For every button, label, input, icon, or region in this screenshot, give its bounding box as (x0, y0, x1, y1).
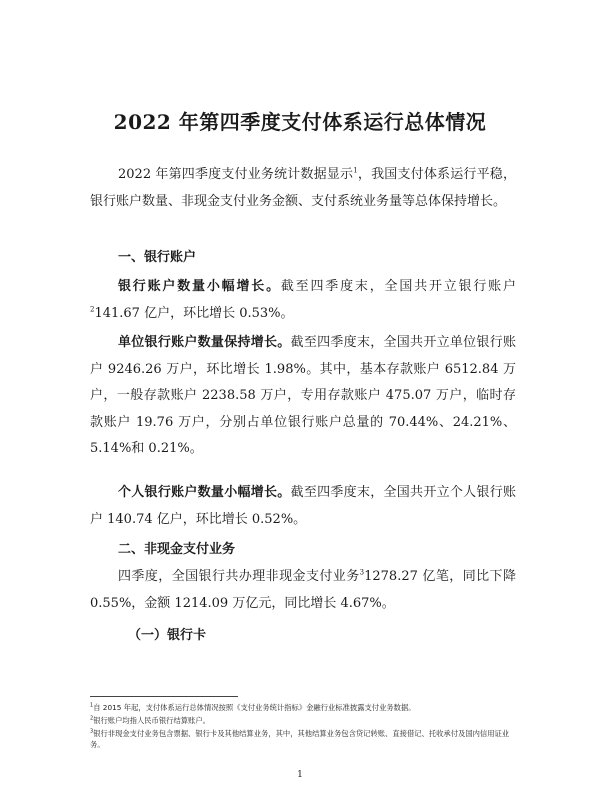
section-heading-noncash: 二、非现金支付业务 (118, 542, 236, 557)
paragraph-unit-accounts (90, 330, 516, 463)
intro-paragraph (90, 162, 516, 215)
intro-text-a: 2022 年第四季度支付业务统计数据显示 (118, 167, 354, 182)
footnote-divider (90, 696, 238, 697)
footnote-ref-3[interactable]: 3 (359, 568, 365, 577)
footnote-ref-2[interactable]: 2 (90, 305, 95, 314)
footnote-text: 银行账户均指人民币银行结算账户。 (93, 716, 210, 725)
subsection-heading-bank-cards: （一）银行卡 (128, 628, 207, 643)
paragraph-text-a: 四季度，全国银行共办理非现金支付业务 (118, 569, 360, 584)
footnote-number: 3 (90, 728, 94, 735)
paragraph-personal-accounts (90, 480, 516, 533)
paragraph-text-b: 1278.27 亿笔，同比下降 0.55%，金额 1214.09 万亿元，同比增长 4.67%。 (90, 569, 516, 611)
footnote-ref-1[interactable]: 1 (353, 166, 358, 175)
intro-text-b: ，我国支付体系运行平稳，银行账户数量、非现金支付业务金额、支付系统业务量等总体保持增长。 (90, 167, 516, 209)
footnote-1 (90, 702, 516, 713)
paragraph-text: 截至四季度末，全国共开立个人银行账户 140.74 亿户，环比增长 0.52%。 (90, 485, 516, 527)
footnote-text: 自 2015 年起，支付体系运行总体情况按照《支付业务统计指标》金融行业标准披露支付业务数据。 (93, 703, 416, 712)
page-number: 1 (297, 770, 303, 780)
paragraph-lead: 银行账户数量小幅增长。 (118, 279, 281, 294)
paragraph-text-a: 截至四季度末，全国共开立银行账户 (280, 279, 516, 294)
page-title: 2022 年第四季度支付体系运行总体情况 (113, 110, 487, 134)
footnote-2 (90, 715, 516, 726)
paragraph-noncash (90, 564, 516, 617)
footnote-text: 银行非现金支付业务包含票据、银行卡及其他结算业务，其中，其他结算业务包含贷记转账、直接借记、托收承付及国内信用证业务。 (90, 729, 510, 749)
footnote-number: 1 (90, 702, 94, 709)
paragraph-lead: 个人银行账户数量小幅增长。 (118, 485, 291, 500)
footnote-number: 2 (90, 715, 94, 722)
paragraph-bank-accounts (90, 274, 516, 327)
section-heading-accounts: 一、银行账户 (118, 250, 197, 265)
paragraph-text-b: 141.67 亿户，环比增长 0.53%。 (94, 305, 294, 321)
paragraph-lead: 单位银行账户数量保持增长。 (118, 335, 291, 350)
footnote-3 (90, 728, 516, 750)
paragraph-text: 截至四季度末，全国共开立单位银行账户 9246.26 万户，环比增长 1.98%。其中，基本存款账户 6512.84 万户，一般存款账户 2238.58 万户，专用存款账户 475.07 万户，临时存款账户 19.76 万户，分别占单位银行账户总量的 70.44%、24.21%、5.14%和 0.21%。 (90, 335, 516, 456)
